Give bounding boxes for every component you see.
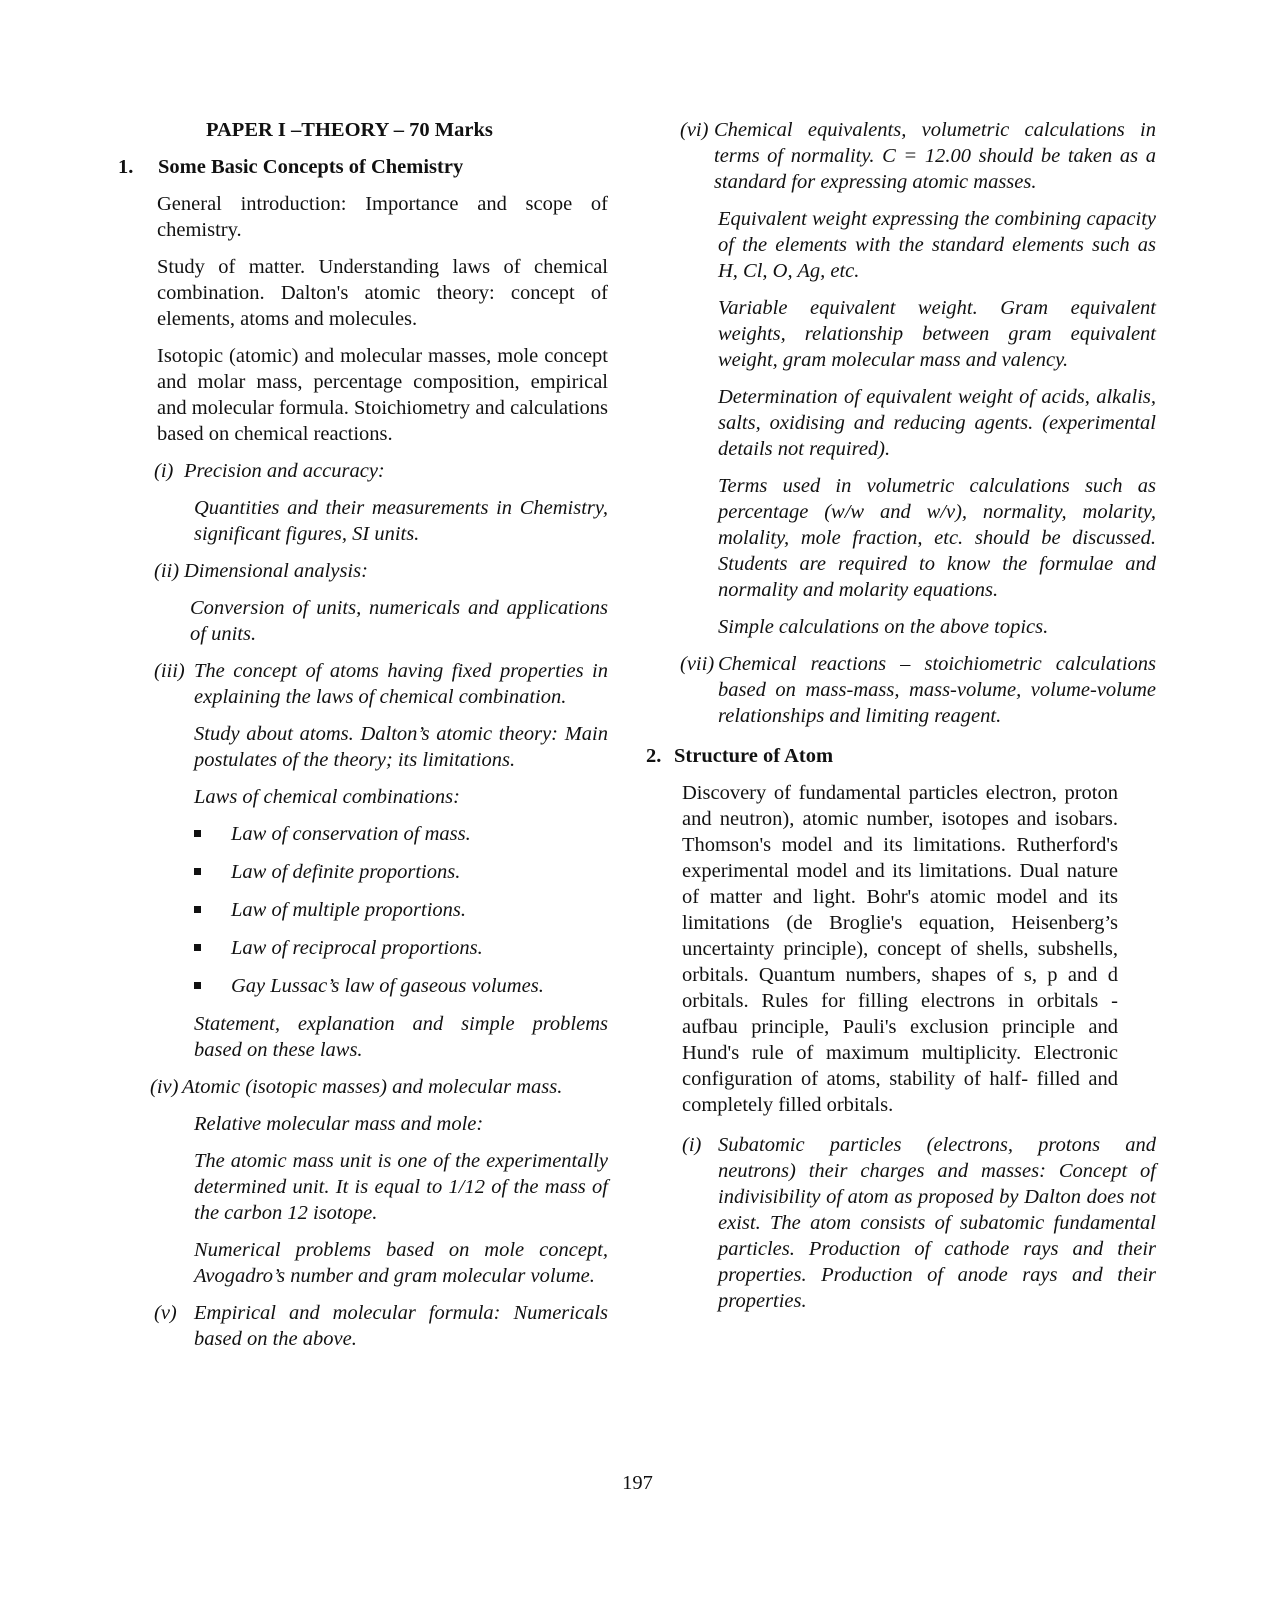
- item-vi: [680, 117, 1156, 195]
- section-1-number: 1.: [118, 156, 134, 178]
- item-vi-detail-volumetric-terms: Terms used in volumetric calculations such as percentage (w/w and w/v), normality, molarity, molality, mole fraction, etc. should be discussed. Students are required to know the formulae and normality and molarity equations.: [718, 475, 1156, 601]
- item-ii-label: (ii): [154, 560, 180, 582]
- item-i-label: (i): [154, 460, 174, 482]
- item-iv: [150, 1074, 608, 1100]
- item-ii: [154, 558, 608, 584]
- list-item: Law of reciprocal proportions.: [194, 935, 608, 961]
- bullet-square-icon: [194, 944, 201, 951]
- right-column: [646, 117, 1156, 1325]
- general-introduction-paragraph: General introduction: Importance and scope of chemistry.: [157, 193, 608, 241]
- item-iii-text: The concept of atoms having fixed properties in explaining the laws of chemical combination.: [194, 660, 608, 708]
- item-vi-detail-equivalent-weight: Equivalent weight expressing the combining capacity of the elements with the standard elements such as H, Cl, O, Ag, etc.: [718, 208, 1156, 282]
- item-vii-label: (vii): [680, 653, 715, 675]
- left-column: [118, 117, 608, 1363]
- item-iv-detail-amu: The atomic mass unit is one of the experimentally determined unit. It is equal to 1/12 of the mass of the carbon 12 isotope.: [194, 1150, 608, 1224]
- bullet-square-icon: [194, 906, 201, 913]
- item-i: [154, 458, 608, 484]
- item-ii-detail: Conversion of units, numericals and applications of units.: [190, 597, 608, 645]
- list-item: Law of definite proportions.: [194, 859, 608, 885]
- laws-list: [194, 821, 608, 999]
- item-iii-detail-atoms: Study about atoms. Dalton’s atomic theory: Main postulates of the theory; its limitations.: [194, 723, 608, 771]
- item-iii-detail-statement: Statement, explanation and simple problems based on these laws.: [194, 1013, 608, 1061]
- isotopic-masses-paragraph: Isotopic (atomic) and molecular masses, mole concept and molar mass, percentage composition, empirical and molecular formula. Stoichiometry and calculations based on chemical reactions.: [157, 345, 608, 445]
- item-ii-text: Dimensional analysis:: [184, 560, 368, 582]
- bullet-square-icon: [194, 868, 201, 875]
- list-item: Law of multiple proportions.: [194, 897, 608, 923]
- subatomic-item-i-label: (i): [682, 1134, 702, 1156]
- item-i-text: Precision and accuracy:: [184, 460, 385, 482]
- subatomic-item-i-text: Subatomic particles (electrons, protons and neutrons) their charges and masses: Concept of indivisibility of atom as proposed by Dalton does not exist. The atom consists of subatomic fundamental particles. Production of cathode rays and their properties. Production of anode rays and their properties.: [718, 1134, 1156, 1312]
- item-vi-detail-variable-weight: Variable equivalent weight. Gram equivalent weights, relationship between gram equivalent weight, gram molecular mass and valency.: [718, 297, 1156, 371]
- item-vi-detail-simple-calculations: Simple calculations on the above topics.: [718, 616, 1049, 638]
- section-1-heading: [118, 154, 608, 180]
- item-vi-detail-determination: Determination of equivalent weight of acids, alkalis, salts, oxidising and reducing agents. (experimental details not required).: [718, 386, 1156, 460]
- item-v-label: (v): [154, 1302, 177, 1324]
- item-iii-detail-laws-heading: Laws of chemical combinations:: [194, 786, 460, 808]
- paper-title: PAPER I –THEORY – 70 Marks: [206, 119, 493, 141]
- list-item: Law of conservation of mass.: [194, 821, 608, 847]
- section-2-number: 2.: [646, 745, 662, 767]
- item-iv-label: (iv): [150, 1076, 179, 1098]
- item-v-text: Empirical and molecular formula: Numericals based on the above.: [194, 1302, 608, 1350]
- list-item: Gay Lussac’s law of gaseous volumes.: [194, 973, 608, 999]
- item-i-detail: Quantities and their measurements in Chemistry, significant figures, SI units.: [194, 497, 608, 545]
- page-number: 197: [622, 1472, 653, 1494]
- bullet-square-icon: [194, 830, 201, 837]
- item-iv-detail-numericals: Numerical problems based on mole concept, Avogadro’s number and gram molecular volume.: [194, 1239, 608, 1287]
- item-iii-label: (iii): [154, 660, 185, 682]
- subatomic-item-i: [682, 1132, 1156, 1314]
- section-1-title: Some Basic Concepts of Chemistry: [158, 156, 464, 178]
- item-vi-label: (vi): [680, 119, 709, 141]
- item-vi-text: Chemical equivalents, volumetric calculations in terms of normality. C = 12.00 should be taken as a standard for expressing atomic masses.: [714, 119, 1156, 193]
- section-2-title: Structure of Atom: [674, 745, 834, 767]
- item-iv-text: Atomic (isotopic masses) and molecular mass.: [182, 1076, 563, 1098]
- item-iv-detail-relative-mass: Relative molecular mass and mole:: [194, 1113, 484, 1135]
- structure-of-atom-paragraph: Discovery of fundamental particles electron, proton and neutron), atomic number, isotopes and isobars. Thomson's model and its limitations. Rutherford's experimental model and its limitations. Dual nature of matter and light. Bohr's atomic model and its limitations (de Broglie's equation, Heisenberg’s uncertainty principle), concept of shells, subshells, orbitals. Quantum numbers, shapes of s, p and d orbitals. Rules for filling electrons in orbitals - aufbau principle, Pauli's exclusion principle and Hund's rule of maximum multiplicity. Electronic configuration of atoms, stability of half- filled and completely filled orbitals.: [682, 782, 1118, 1116]
- item-v: [154, 1300, 608, 1352]
- section-2-heading: [646, 743, 1156, 769]
- item-iii: [154, 658, 608, 710]
- bullet-square-icon: [194, 982, 201, 989]
- item-vii-text: Chemical reactions – stoichiometric calculations based on mass-mass, mass-volume, volume-volume relationships and limiting reagent.: [718, 653, 1156, 727]
- study-of-matter-paragraph: Study of matter. Understanding laws of chemical combination. Dalton's atomic theory: concept of elements, atoms and molecules.: [157, 256, 608, 330]
- item-vii: [680, 651, 1156, 729]
